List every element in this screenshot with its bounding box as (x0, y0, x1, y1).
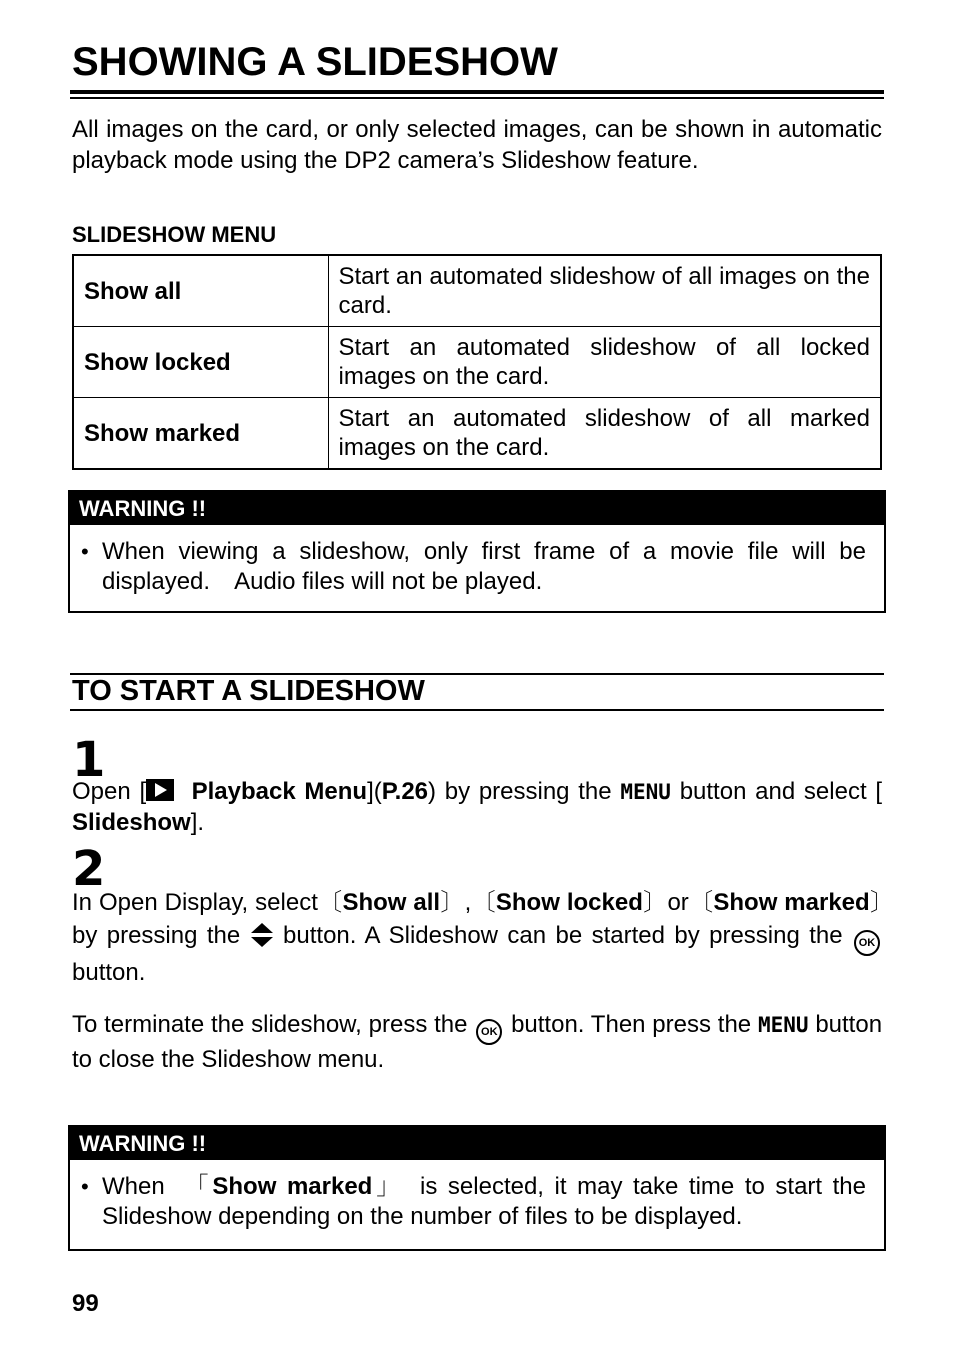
up-down-button-icon (250, 922, 274, 948)
intro-paragraph: All images on the card, or only selected images, can be shown in automatic playback mode using the DP2 camera’s Slideshow feature. (72, 116, 882, 174)
table-row (73, 255, 881, 327)
option-cell: Show all (73, 255, 328, 327)
section-rule-bottom (70, 709, 884, 711)
terminate-paragraph (72, 1010, 882, 1075)
show-marked-label: Show marked (212, 1173, 373, 1200)
option-cell: Show marked (73, 398, 328, 470)
separator-or: 〕or〔 (642, 889, 714, 916)
section-title: TO START A SLIDESHOW (72, 675, 425, 707)
slideshow-menu-heading: SLIDESHOW MENU (72, 222, 277, 247)
table-row (73, 327, 881, 398)
step-2-by-pressing: 〕by pressing the (72, 889, 882, 949)
ok-button-icon: OK (476, 1019, 502, 1045)
show-locked-label: Show locked (495, 889, 643, 916)
slideshow-menu-table (72, 254, 882, 470)
description-cell: Start an automated slideshow of all locked images on the card. (328, 327, 881, 398)
page-title: SHOWING A SLIDESHOW (72, 40, 558, 84)
step-2-text (72, 886, 882, 989)
step-1-end: ]. (190, 809, 205, 836)
playback-menu-label: Playback Menu (191, 778, 368, 805)
warning-when: When 「 (102, 1173, 213, 1200)
warning-body (70, 1160, 884, 1246)
ok-button-icon: OK (854, 930, 880, 956)
step-1-button-and: button and select [ (679, 778, 883, 805)
page-number: 99 (72, 1290, 99, 1317)
warning-box-1 (68, 490, 886, 613)
step-number-1: 1 (72, 732, 106, 788)
slideshow-label: Slideshow (72, 809, 191, 836)
warning-label: WARNING !! (70, 1127, 884, 1160)
step-number-2: 2 (72, 841, 106, 897)
terminate-intro: To terminate the slideshow, press the (72, 1011, 468, 1038)
table-row (73, 398, 881, 470)
step-2-end: button. (72, 959, 146, 986)
bullet-icon: • (81, 1174, 89, 1199)
warning-body (70, 525, 884, 611)
warning-rest: 」 is selected, it may take time to start the Slideshow depending on the number of files to be displayed. (102, 1173, 867, 1230)
description-cell: Start an automated slideshow of all marked images on the card. (328, 398, 881, 470)
playback-icon (146, 779, 174, 801)
description-cell: Start an automated slideshow of all images on the card. (328, 255, 881, 327)
menu-button-icon: MENU (757, 1013, 809, 1037)
step-1-by-pressing: ) by pressing the (428, 778, 612, 805)
menu-button-icon: MENU (620, 780, 671, 804)
option-cell: Show locked (73, 327, 328, 398)
step-2-after: button. A Slideshow can be started by pressing the (283, 922, 843, 949)
warning-box-2 (68, 1125, 886, 1251)
terminate-close: button to close the Slideshow menu. (72, 1011, 883, 1073)
step-1-text-line2 (72, 807, 882, 838)
show-all-label: Show all (342, 889, 441, 916)
separator: 〕,〔 (440, 889, 496, 916)
step-1-open: Open [ (72, 778, 147, 805)
step-2-intro: In Open Display, select〔 (72, 889, 343, 916)
bullet-icon: • (81, 539, 89, 564)
page-ref: P.26 (381, 778, 429, 805)
title-rule-thick (70, 90, 884, 94)
title-rule-thin (70, 97, 884, 99)
warning-label: WARNING !! (70, 492, 884, 525)
show-marked-label: Show marked (713, 889, 870, 916)
step-1-text (72, 776, 882, 808)
bracket: ]( (367, 778, 382, 805)
terminate-then: button. Then press the (511, 1011, 752, 1038)
warning-text: When viewing a slideshow, only first frame of a movie file will be displayed. Audio files will not be played. (102, 538, 866, 595)
